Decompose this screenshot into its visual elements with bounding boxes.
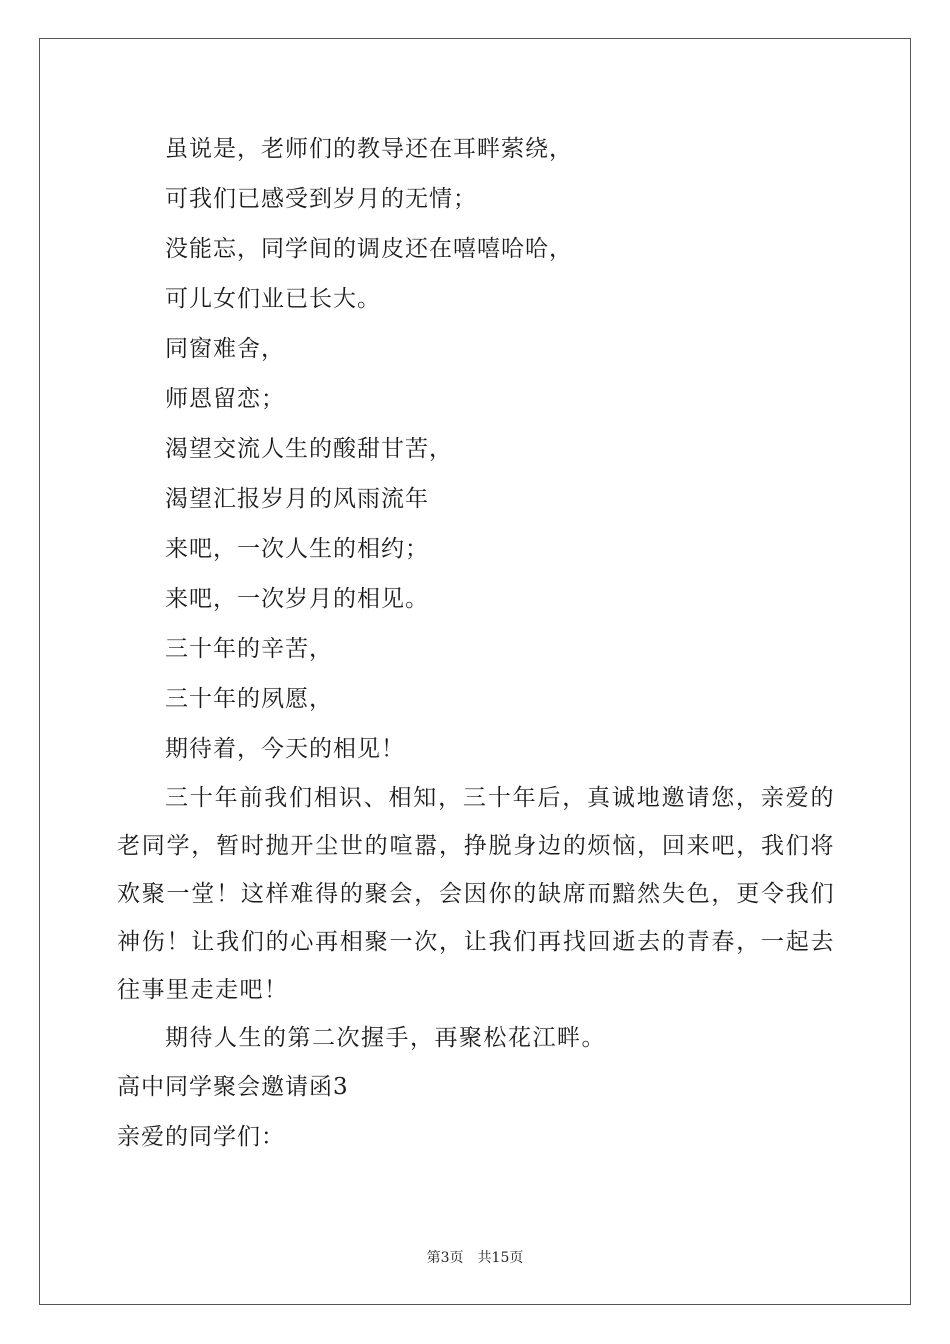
section-title: 高中同学聚会邀请函3: [117, 1074, 349, 1100]
poem-line: 没能忘，同学间的调皮还在嘻嘻哈哈，: [165, 236, 573, 262]
poem-line: 师恩留恋；: [165, 386, 285, 412]
poem-line: 三十年的辛苦，: [165, 636, 333, 662]
poem-line: 渴望交流人生的酸甜甘苦，: [165, 436, 453, 462]
invitation-paragraph: 三十年前我们相识、相知，三十年后，真诚地邀请您，亲爱的老同学，暂时抛开尘世的喧嚣，挣脱身边的烦恼，回来吧，我们将欢聚一堂！这样难得的聚会，会因你的缺席而黯然失色，更令我们神伤！让我们的心再相聚一次，让我们再找回逝去的青春，一起去往事里走走吧！: [117, 785, 835, 1003]
document-body: [117, 124, 835, 1162]
poem-line: 来吧，一次人生的相约；: [165, 536, 429, 562]
poem-line: 来吧，一次岁月的相见。: [165, 586, 429, 612]
poem-line: 可我们已感受到岁月的无情；: [165, 186, 477, 212]
poem-line: 虽说是，老师们的教导还在耳畔萦绕，: [165, 136, 573, 162]
salutation: 亲爱的同学们：: [117, 1124, 285, 1150]
poem-line: 同窗难舍，: [165, 336, 285, 362]
poem-line: 渴望汇报岁月的风雨流年: [165, 486, 429, 512]
poem-line: 三十年的夙愿，: [165, 686, 333, 712]
poem-line: 可儿女们业已长大。: [165, 286, 381, 312]
closing-paragraph: 期待人生的第二次握手，再聚松花江畔。: [165, 1025, 606, 1051]
page-number: 第3页 共15页: [426, 1250, 524, 1266]
poem-line: 期待着，今天的相见！: [165, 736, 405, 762]
